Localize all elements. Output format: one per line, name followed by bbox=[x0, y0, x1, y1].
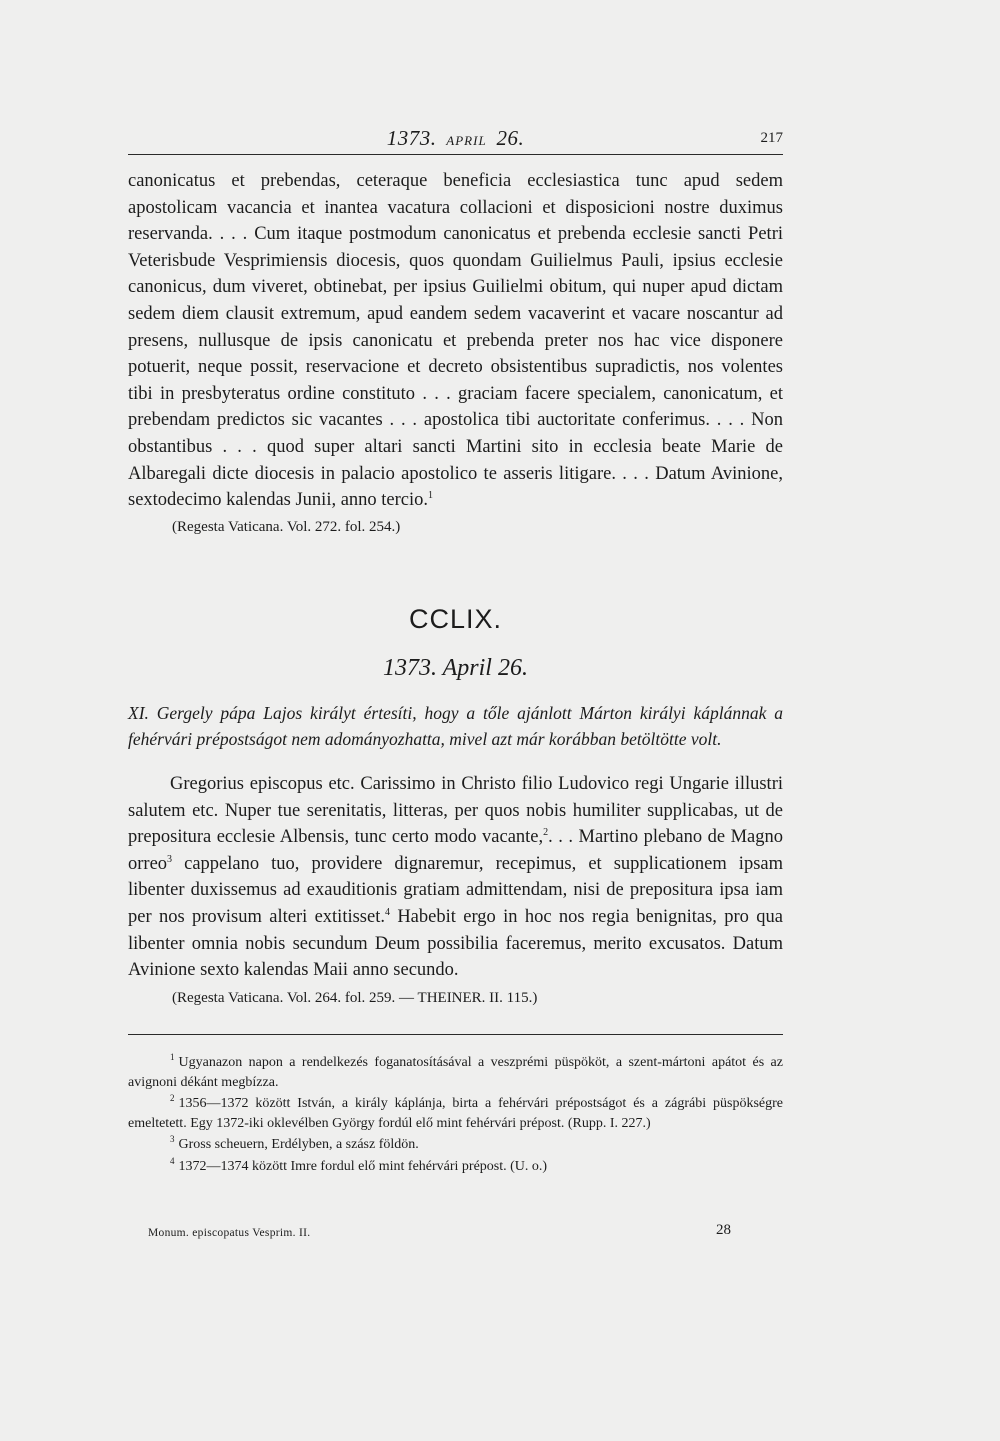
footnote-text: Gross scheuern, Erdélyben, a szász földön. bbox=[178, 1137, 419, 1152]
page-number: 217 bbox=[760, 130, 783, 146]
footnote-marker: 4 bbox=[170, 1155, 175, 1166]
document-number: CCLIX. bbox=[408, 604, 503, 634]
signature-mark: 28 bbox=[716, 1222, 731, 1238]
previous-document-text bbox=[128, 168, 783, 514]
footnote-marker: 2 bbox=[170, 1093, 175, 1104]
previous-document-body: canonicatus et prebendas, ceteraque beneficia ecclesiastica tunc apud sedem apostolicam vacancia et inantea vacatura collacioni et disposicioni nostre duximus reservanda. . . . Cum itaque postmodum canonicatus et prebenda ecclesie sancti Petri Veterisbude Vesprimiensis diocesis, quos quondam Guilielmus Pauli, ipsius ecclesie canonicus, dum viveret, obtinebat, per ipsius Guilielmi obitum, qui nuper apud dictam sedem diem clausit extremum, apud eandem sedem vacaverint et vacare noscantur ad presens, nullusque de ipsis canonicatu et prebenda preter nos hac vice disponere potuerit, neque possit, reservacione et decreto obsistentibus supradictis, nos volentes tibi in presbyteratus ordine constituto . . . graciam facere specialem, canonicatum, et prebendam predictos sic vacantes . . . apostolica tibi auctoritate conferimus. . . . Non obstantibus . . . quod super altari sancti Martini sito in ecclesia beate Marie de Albaregali dicte diocesis in palacio apostolico te asseris litigare. . . . Datum Avinione, sextodecimo kalendas Junii, anno tercio. bbox=[128, 171, 783, 511]
footnote-4 bbox=[128, 1157, 783, 1177]
document-text bbox=[128, 771, 783, 984]
footnote-divider bbox=[128, 1034, 783, 1035]
document-text-part-4: Habebit ergo in hoc nos regia benignitas, pro qua libenter omnia nobis secundum Deum possibilia faceremus, merito excusatos. Datum Avinione sexto kalendas Maii anno secundo. bbox=[128, 906, 783, 981]
running-head-day: 26. bbox=[496, 126, 525, 150]
footnote-ref-3: 3 bbox=[167, 853, 173, 865]
running-head-date bbox=[128, 126, 783, 151]
footnote-3 bbox=[128, 1135, 783, 1155]
previous-document-source: (Regesta Vaticana. Vol. 272. fol. 254.) bbox=[172, 519, 401, 535]
footnote-ref-4: 4 bbox=[384, 906, 390, 918]
footnote-text: 1372—1374 között Imre fordul elő mint fehérvári prépost. (U. o.) bbox=[178, 1158, 548, 1174]
footnote-marker: 3 bbox=[170, 1134, 175, 1145]
footnote-1 bbox=[128, 1053, 783, 1092]
running-head-month: APRIL bbox=[446, 133, 487, 148]
footnote-marker: 1 bbox=[170, 1052, 175, 1063]
footnote-text: 1356—1372 között István, a király káplánja, birta a fehérvári prépostságot és a zágrábi püspökségre emeltetett. Egy 1372-iki oklevélben György fordúl elő mint fehérvári prépost. (Rupp. I. 227.) bbox=[128, 1096, 783, 1131]
footnotes bbox=[128, 1053, 783, 1178]
document-text-part-3: cappelano tuo, providere dignaremur, recepimus, et supplicationem ipsam libenter duxissemus ad exauditionis gratiam admittendam, nisi de prepositura ipsa iam per nos provisum alteri extitisset. bbox=[128, 853, 783, 927]
document-summary: XI. Gergely pápa Lajos királyt értesíti, hogy a tőle ajánlott Márton királyi káplánnak a fehérvári prépostságot nem adományozhatta, mivel azt már korábban betöltötte volt. bbox=[128, 703, 783, 749]
document-text-part-1: Gregorius episcopus etc. Carissimo in Christo filio Ludovico regi Ungarie illustri salutem etc. Nuper tue serenitatis, litteras, per quos nobis humiliter supplicabas, ut de prepositura ecclesie Albensis, tunc certo modo vacante, bbox=[128, 774, 783, 848]
document-date: 1373. April 26. bbox=[383, 655, 528, 681]
document-text-part-2: . . . Martino plebano de Magno orreo bbox=[128, 827, 783, 874]
running-head bbox=[128, 122, 783, 155]
footnote-ref-1: 1 bbox=[428, 489, 434, 501]
footnote-ref-2: 2 bbox=[543, 827, 549, 839]
series-title: Monum. episcopatus Vesprim. II. bbox=[148, 1227, 311, 1239]
running-head-year: 1373. bbox=[386, 126, 437, 150]
footnote-text: Ugyanazon napon a rendelkezés foganatosításával a veszprémi püspököt, a szent-mártoni apátot és az avignoni dékánt megbízza. bbox=[128, 1055, 783, 1090]
document-source: (Regesta Vaticana. Vol. 264. fol. 259. — THEINER. II. 115.) bbox=[172, 990, 538, 1006]
footnote-2 bbox=[128, 1094, 783, 1133]
